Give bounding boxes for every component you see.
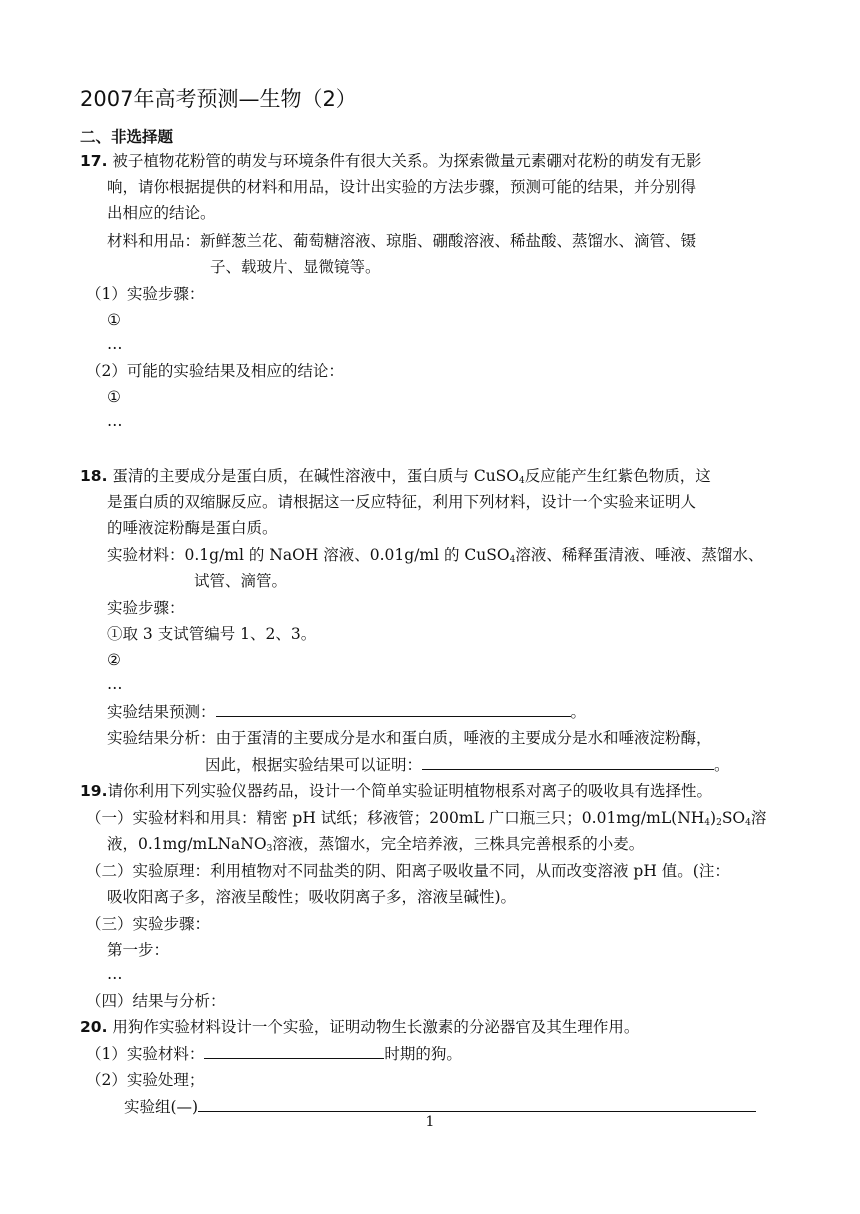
q20-group-1-blank[interactable] bbox=[198, 1096, 756, 1112]
q20-materials: （1）实验材料： 时期的狗。 bbox=[86, 1045, 462, 1063]
q18-line-1: 18. 蛋清的主要成分是蛋白质，在碱性溶液中，蛋白质与 CuSO$_4$反应能产生红紫色物质，这 bbox=[80, 467, 711, 486]
q17-sub-2: （2）可能的实验结果及相应的结论： bbox=[86, 362, 344, 380]
q17-text-1: 被子植物花粉管的萌发与环境条件有很大关系。为探索微量元素硼对花粉的萌发有无影 bbox=[112, 152, 702, 170]
q18-prediction: 实验结果预测： 。 bbox=[107, 703, 587, 721]
page-title: 2007年高考预测—生物（2） bbox=[80, 87, 357, 111]
q18-prediction-blank[interactable] bbox=[216, 701, 571, 717]
q17-circle-1: ① bbox=[107, 311, 121, 329]
q17-line-2: 响，请你根据提供的材料和用品，设计出实验的方法步骤，预测可能的结果，并分别得 bbox=[107, 178, 697, 196]
q20-materials-blank[interactable] bbox=[204, 1043, 384, 1059]
q17-ellipsis-1: … bbox=[107, 335, 123, 353]
q17-circle-2: ① bbox=[107, 388, 121, 406]
q18-materials-1: 实验材料：0.1g/ml 的 NaOH 溶液、0.01g/ml 的 CuSO$_4$溶液、稀释蛋清液、唾液、蒸馏水、 bbox=[107, 546, 764, 565]
q18-materials-2: 试管、滴管。 bbox=[194, 572, 288, 590]
q17-line-3: 出相应的结论。 bbox=[107, 204, 216, 222]
q20-group-1: 实验组(—) bbox=[124, 1096, 756, 1117]
q20-line-1: 20. 用狗作实验材料设计一个实验，证明动物生长激素的分泌器官及其生理作用。 bbox=[80, 1018, 640, 1036]
q19-ellipsis: … bbox=[107, 965, 123, 983]
q18-analysis-1: 实验结果分析：由于蛋清的主要成分是水和蛋白质，唾液的主要成分是水和唾液淀粉酶， bbox=[107, 729, 712, 747]
q17-ellipsis-2: … bbox=[107, 412, 123, 430]
q19-part-a-1: （一）实验材料和用具：精密 pH 试纸；移液管；200mL 广口瓶三只；$0.01mg/mL(NH_4)_2SO_4$溶 bbox=[86, 809, 767, 828]
q17-sub-1: （1）实验步骤： bbox=[86, 285, 205, 303]
q17-materials-2: 子、载玻片、显微镜等。 bbox=[210, 258, 381, 276]
section-heading: 二、非选择题 bbox=[80, 128, 174, 146]
q17-materials-1: 材料和用品：新鲜葱兰花、葡萄糖溶液、琼脂、硼酸溶液、稀盐酸、蒸馏水、滴管、镊 bbox=[107, 232, 697, 250]
q19-line-1: 19.请你利用下列实验仪器药品，设计一个简单实验证明植物根系对离子的吸收具有选择性。 bbox=[80, 782, 712, 800]
q19-part-b-1: （二）实验原理：利用植物对不同盐类的阴、阳离子吸收量不同，从而改变溶液 pH 值。(注： bbox=[86, 862, 730, 880]
q19-part-a-2: 液，0.1mg/mLNaNO$_3$溶液，蒸馏水，完全培养液，三株具完善根系的小麦。 bbox=[107, 835, 645, 854]
q19-part-c: （三）实验步骤： bbox=[86, 915, 211, 933]
q18-steps-label: 实验步骤： bbox=[107, 599, 185, 617]
q19-step-1: 第一步： bbox=[107, 941, 170, 959]
q19-part-d: （四）结果与分析： bbox=[86, 992, 226, 1010]
q18-step-2: ② bbox=[107, 651, 121, 669]
q20-number: 20. bbox=[80, 1018, 108, 1036]
q17-number: 17. bbox=[80, 152, 108, 170]
q18-analysis-blank[interactable] bbox=[422, 754, 714, 770]
q18-analysis-2: 因此，根据实验结果可以证明： 。 bbox=[205, 756, 730, 774]
q18-line-2: 是蛋白质的双缩脲反应。请根据这一反应特征，利用下列材料，设计一个实验来证明人 bbox=[107, 493, 697, 511]
q19-number: 19. bbox=[80, 782, 108, 800]
q18-ellipsis: … bbox=[107, 675, 123, 693]
q18-line-3: 的唾液淀粉酶是蛋白质。 bbox=[107, 519, 278, 537]
q18-number: 18. bbox=[80, 467, 108, 485]
page-number: 1 bbox=[425, 1114, 435, 1130]
q18-step-1: ①取 3 支试管编号 1、2、3。 bbox=[107, 625, 317, 643]
q19-part-b-2: 吸收阳离子多，溶液呈酸性；吸收阴离子多，溶液呈碱性)。 bbox=[107, 888, 517, 906]
q20-treatment: （2）实验处理； bbox=[86, 1071, 205, 1089]
q17-line-1 bbox=[80, 151, 701, 171]
